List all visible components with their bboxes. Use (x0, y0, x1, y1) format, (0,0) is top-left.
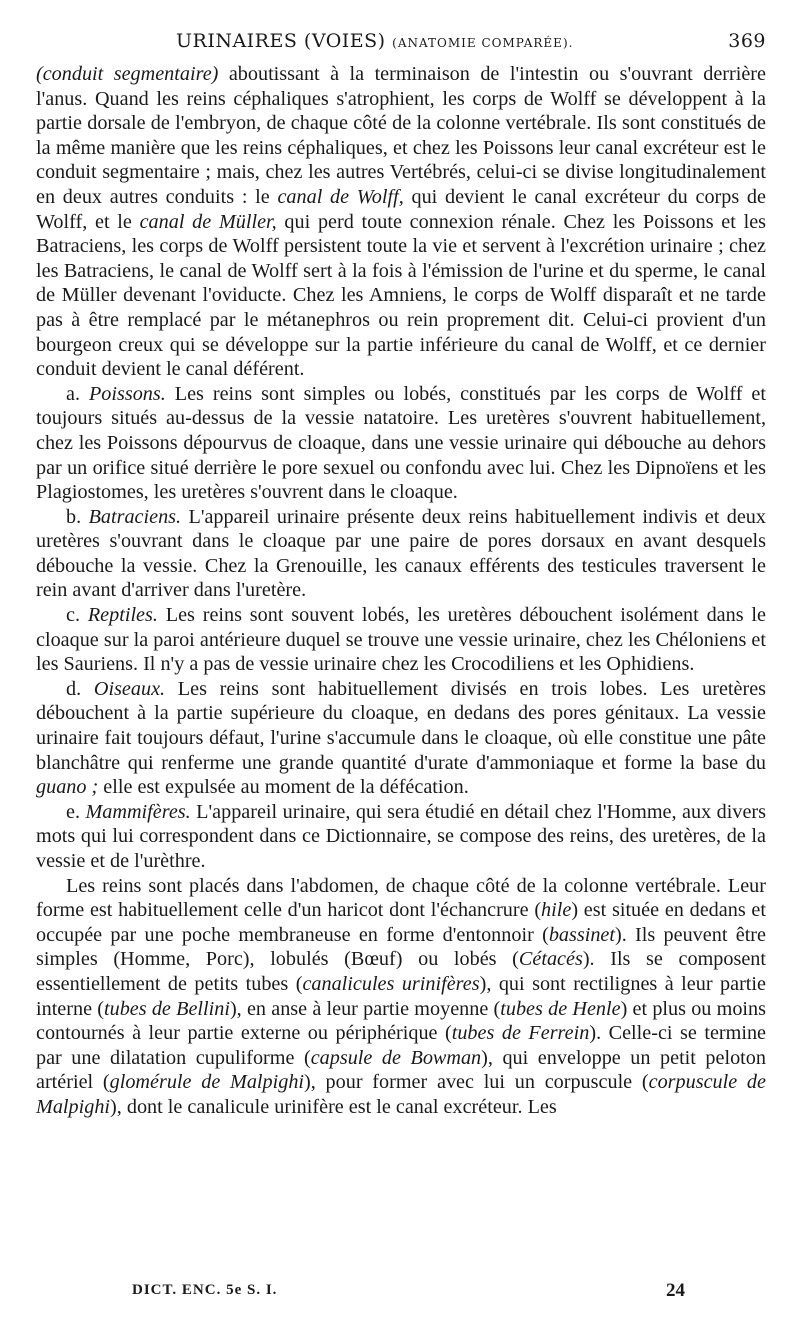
italic-run: canal de Wolff, (277, 185, 404, 208)
sheet-number: 24 (666, 1280, 685, 1301)
paragraph-intro (36, 62, 766, 382)
italic-run: (conduit segmentaire) (36, 63, 219, 85)
text-run: Les reins sont habituellement divisés en trois lobes. Les uretères débouchent à la partie supérieure du cloaque, en dedans des pores génitaux. La vessie urinaire fait toujours défaut, l'urine s'accumule dans le cloaque, où elle constitue une pâte blanchâtre qui renferme une grande quantité d'urate d'ammoniaque et forme la base du (36, 677, 767, 774)
italic-run: Poissons. (88, 382, 166, 405)
text-run: qui perd toute connexion rénale. Chez les Poissons et les Batraciens, les corps de Wolff persistent toute la vie et servent à l'excrétion urinaire ; chez les Batraciens, le canal de Wolff sert à la fois à l'émission de l'urine et du sperme, le canal de Müller devenant l'oviducte. Chez les Amniens, le corps de Wolff disparaît et ne tarde pas à être remplacé par le métanephros ou rein proprement dit. Celui-ci provient d'un bourgeon creux qui se développe sur la partie inférieure du canal de Wolff, et ce dernier conduit devient le canal déférent. (36, 210, 767, 381)
paragraph-reptiles (36, 603, 766, 677)
italic-run: canal de Müller, (139, 210, 277, 233)
text-run: b. (66, 505, 89, 528)
page-number: 369 (728, 30, 766, 52)
running-header (36, 22, 766, 62)
italic-run: Batraciens. (88, 505, 182, 528)
printer-signature: DICT. ENC. 5e S. I. (132, 1282, 278, 1298)
running-title (176, 30, 573, 52)
paragraph-mammiferes (36, 800, 766, 874)
italic-run: canalicules urinifères (302, 972, 480, 995)
text-run: Les reins sont placés dans l'abdomen, de chaque côté de la colonne vertébrale. Leur forme est habituellement celle d'un haricot dont l'échancrure ( (36, 874, 766, 922)
italic-run: Mammifères. (85, 800, 191, 823)
text-run: elle est expulsée au moment de la défécation. (98, 776, 469, 799)
text-run: ) et plus ou moins contournés à leur partie externe ou périphérique ( (36, 997, 766, 1045)
page (36, 22, 766, 1120)
page-footer (36, 1282, 766, 1306)
italic-run: glomérule de Malpighi (109, 1071, 305, 1094)
italic-run: hile (541, 899, 572, 922)
text-run: ), qui sont rectilignes à leur partie interne ( (36, 972, 766, 1020)
paragraph-poissons (36, 382, 766, 505)
text-run: L'appareil urinaire, qui sera étudié en détail chez l'Homme, aux divers mots qui lui correspondent dans ce Dictionnaire, se compose des reins, des uretères, de la vessie et de l'urèthre. (36, 800, 766, 872)
paragraph-batraciens (36, 505, 766, 603)
text-run: d. (66, 677, 94, 700)
text-run: qui devient le canal excréteur du corps de Wolff, et le (36, 185, 766, 233)
italic-run: Oiseaux. (93, 677, 166, 700)
text-run: c. (66, 604, 88, 627)
running-title-sub: (ANATOMIE COMPARÉE). (392, 36, 574, 50)
text-run: ). Ils peuvent être simples (Homme, Porc), lobulés (Bœuf) ou lobés ( (36, 923, 766, 971)
text-run: ), dont le canalicule urinifère est le canal excréteur. Les (110, 1095, 557, 1118)
text-run: a. (66, 382, 89, 405)
italic-run: capsule de Bowman (310, 1046, 482, 1069)
italic-run: Cétacés (518, 948, 583, 971)
text-run: ), en anse à leur partie moyenne ( (229, 997, 501, 1020)
paragraph-reins (36, 874, 766, 1120)
running-title-main: URINAIRES (VOIES) (176, 30, 386, 52)
text-run: ), pour former avec lui un corpuscule ( (304, 1071, 649, 1094)
italic-run: tubes de Ferrein (451, 1022, 590, 1045)
paragraph-oiseaux (36, 677, 766, 800)
italic-run: tubes de Bellini (104, 997, 230, 1020)
italic-run: guano ; (36, 776, 99, 799)
text-run: aboutissant à la terminaison de l'intestin ou s'ouvrant derrière l'anus. Quand les reins céphaliques s'atrophient, les corps de Wolff se développent à la partie dorsale de l'embryon, de chaque côté de la colonne vertébrale. Ils sont constitués de la même manière que les reins céphaliques, et chez les Poissons leur canal excréteur est le conduit segmentaire ; mais, chez les autres Vertébrés, celui-ci se divise longitudinalement en deux autres conduits : le (36, 63, 766, 208)
italic-run: bassinet (548, 923, 615, 946)
text-run: Les reins sont simples ou lobés, constitués par les corps de Wolff et toujours situés au-dessus de la vessie natatoire. Les uretères s'ouvrent habituellement, chez les Poissons dépourvus de cloaque, dans une vessie urinaire qui débouche au dehors par un orifice situé derrière le pore sexuel ou confondu avec lui. Chez les Dipnoïens et les Plagiostomes, les uretères s'ouvrent dans le cloaque. (36, 382, 766, 504)
text-run: e. (66, 800, 86, 823)
text-run: ), qui enveloppe un petit peloton artériel ( (36, 1046, 766, 1094)
text-run: Les reins sont souvent lobés, les uretères débouchent isolément dans le cloaque sur la paroi antérieure duquel se trouve une vessie urinaire, chez les Chéloniens et les Sauriens. Il n'y a pas de vessie urinaire chez les Crocodiliens et les Ophidiens. (36, 604, 766, 676)
italic-run: corpuscule de Malpighi (36, 1071, 766, 1118)
italic-run: tubes de Henle (500, 997, 621, 1020)
italic-run: Reptiles. (87, 604, 158, 627)
body-text (36, 62, 766, 1120)
text-run: ) est située en dedans et occupée par une poche membraneuse en forme d'entonnoir ( (36, 899, 766, 946)
text-run: L'appareil urinaire présente deux reins habituellement indivis et deux uretères s'ouvrant dans le cloaque par une paire de pores dorsaux en avant desquels débouche la vessie. Chez la Grenouille, les canaux efférents des testicules traversent le rein avant d'arriver dans l'uretère. (36, 505, 766, 602)
text-run: ). Ils se composent essentiellement de petits tubes ( (36, 948, 766, 995)
text-run: ). Celle-ci se termine par une dilatation cupuliforme ( (36, 1022, 766, 1069)
